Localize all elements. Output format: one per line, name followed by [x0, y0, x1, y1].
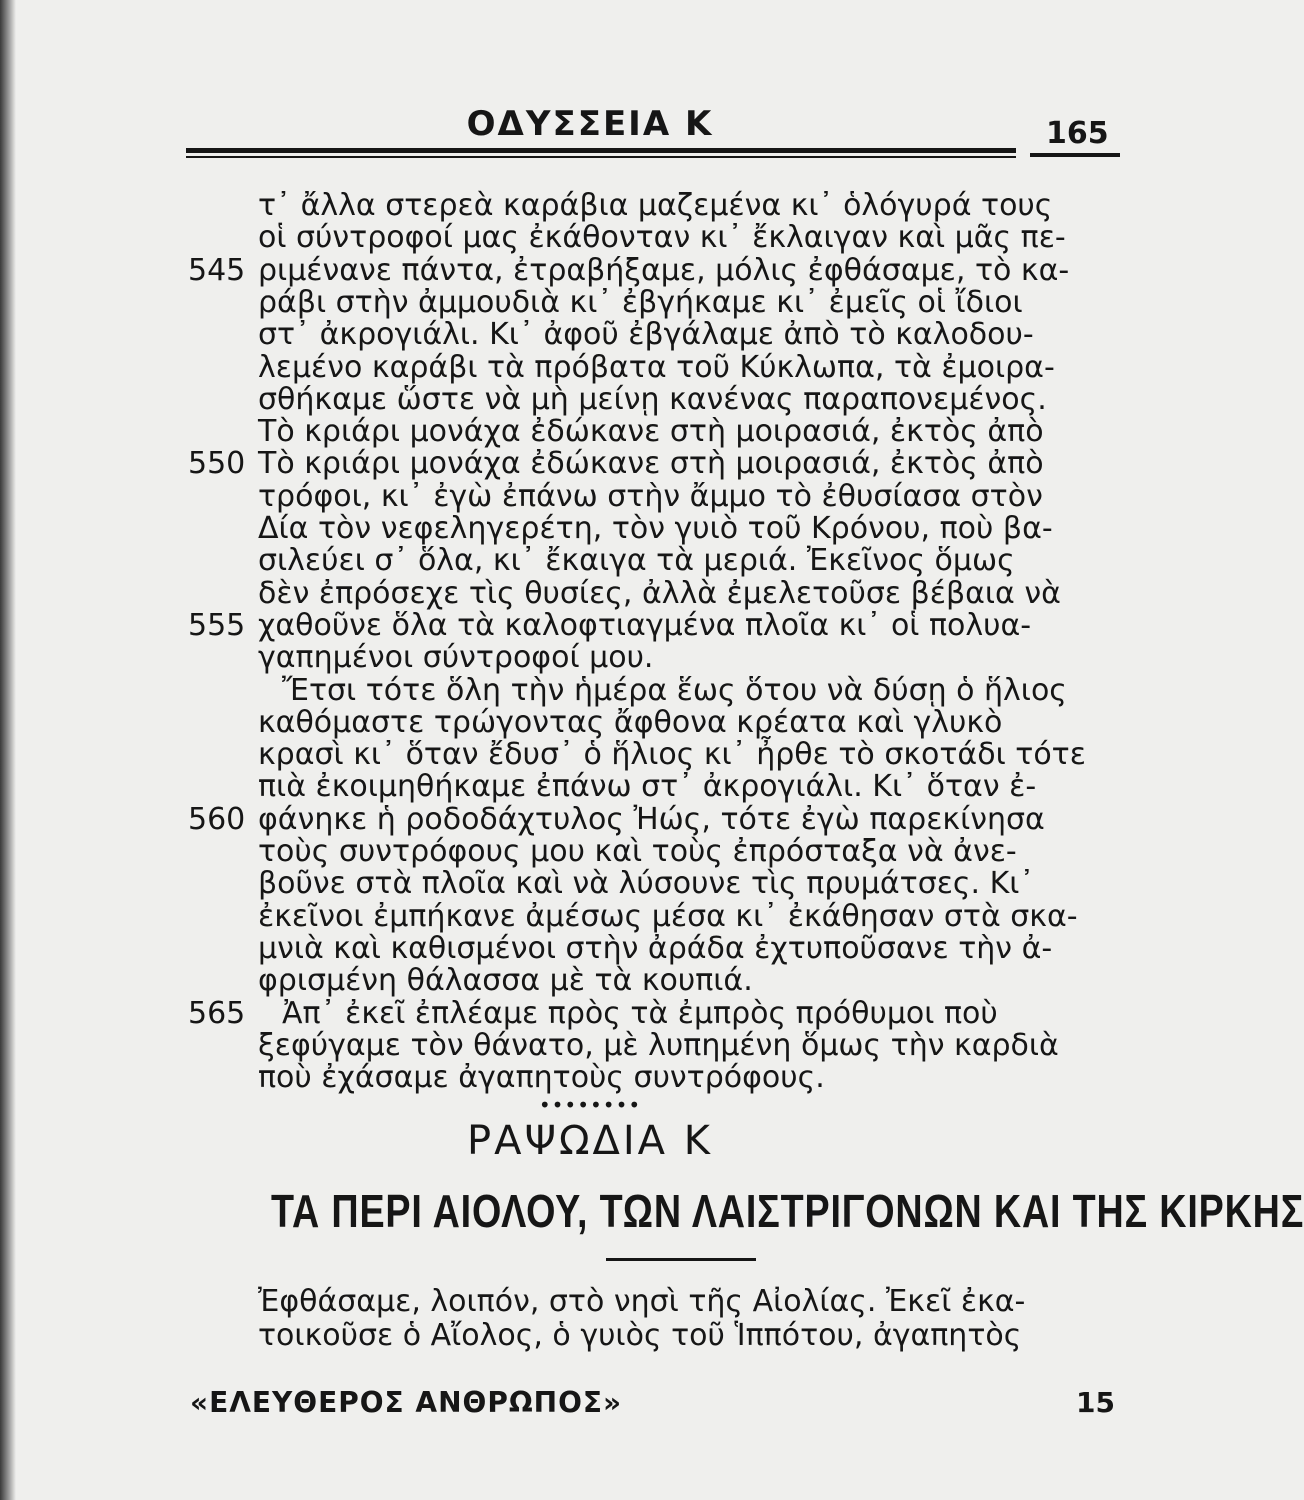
line-number: 560	[188, 801, 246, 837]
text-line: σιλεύει σ᾿ ὅλα, κι᾿ ἔκαιγα τὰ μεριά. Ἐκεῖνος ὅμως	[258, 543, 1015, 579]
line-number: 565	[188, 995, 246, 1031]
footer-publication: «ΕΛΕΥΘΕΡΟΣ ΑΝΘΡΩΠΟΣ»	[190, 1386, 623, 1419]
text-line: οἱ σύντροφοί μας ἐκάθονταν κι᾿ ἔκλαιγαν καὶ μᾶς πε-	[258, 220, 1066, 256]
text-line: μνιὰ καὶ καθισμένοι στὴν ἀράδα ἐχτυποῦσανε τὴν ἀ-	[258, 930, 1053, 966]
text-line: Τὸ κριάρι μονάχα ἐδώκανε στὴ μοιρασιά, ἐκτὸς ἀπὸ	[258, 414, 1044, 450]
line-number: 545	[188, 252, 246, 288]
text-line: τοὺς συντρόφους μου καὶ τοὺς ἐπρόσταξα νὰ ἀνε-	[258, 834, 1017, 869]
text-line: Τὸ κριάρι μονάχα ἐδώκανε στὴ μοιρασιά, ἐκτὸς ἀπὸ	[258, 446, 1044, 482]
page-number: 165	[1046, 116, 1109, 151]
text-line: στ᾿ ἀκρογιάλι. Κι᾿ ἀφοῦ ἐβγάλαμε ἀπὸ τὸ καλοδου-	[258, 317, 1034, 353]
running-header-title: ΟΔΥΣΣΕΙΑ Κ	[466, 104, 714, 144]
text-line: δὲν ἐπρόσεχε τὶς θυσίες, ἀλλὰ ἐμελετοῦσε βέβαια νὰ	[258, 575, 1061, 611]
chapter-title: ΤΑ ΠΕΡΙ ΑΙΟΛΟΥ, ΤΩΝ ΛΑΙΣΤΡΙΓΟΝΩΝ ΚΑΙ ΤΗΣ ΚΙΡΚΗΣ	[270, 1185, 1304, 1237]
line-number: 555	[188, 607, 246, 643]
text-line: τρόφοι, κι᾿ ἐγὼ ἐπάνω στὴν ἄμμο τὸ ἐθυσίασα στὸν	[258, 478, 1043, 514]
text-line: Ἀπ᾿ ἐκεῖ ἐπλέαμε πρὸς τὰ ἐμπρὸς πρόθυμοι ποὺ	[282, 995, 998, 1031]
chapter-text-line: τοικοῦσε ὁ Αἴολος, ὁ γυιὸς τοῦ Ἱππότου, ἀγαπητὸς	[258, 1318, 1022, 1353]
text-line: ποὺ ἐχάσαμε ἀγαπητοὺς συντρόφους.	[258, 1060, 825, 1096]
text-line: ράβι στὴν ἀμμουδιὰ κι᾿ ἐβγήκαμε κι᾿ ἐμεῖς οἱ ἴδιοι	[258, 284, 1023, 320]
text-line: Δία τὸν νεφεληγερέτη, τὸν γυιὸ τοῦ Κρόνου, ποὺ βα-	[258, 511, 1053, 546]
text-line: ἐκεῖνοι ἐμπήκανε ἀμέσως μέσα κι᾿ ἐκάθησαν στὰ σκα-	[258, 898, 1078, 934]
text-line: Ἔτσι τότε ὅλη τὴν ἡμέρα ἕως ὅτου νὰ δύσῃ ὁ ἥλιος	[282, 672, 1067, 708]
text-line: φάνηκε ἡ ροδοδάχτυλος Ἠώς, τότε ἐγὼ παρεκίνησα	[258, 801, 1045, 837]
text-line: πιὰ ἐκοιμηθήκαμε ἐπάνω στ᾿ ἀκρογιάλι. Κι᾿ ὅταν ἐ-	[258, 769, 1037, 805]
header-rule-end	[1030, 153, 1120, 157]
text-line: γαπημένοι σύντροφοί μου.	[258, 640, 654, 676]
text-line: σθήκαμε ὥστε νὰ μὴ μείνῃ κανένας παραπονεμένος.	[258, 381, 1047, 417]
line-number: 550	[188, 446, 246, 482]
header-rule-thin	[186, 156, 1016, 158]
chapter-divider-rule	[606, 1258, 756, 1261]
text-line: φρισμένη θάλασσα μὲ τὰ κουπιά.	[258, 963, 753, 999]
chapter-text-line: Ἐφθάσαμε, λοιπόν, στὸ νησὶ τῆς Αἰολίας. Ἐκεῖ ἐκα-	[258, 1284, 1026, 1319]
rhapsody-heading: ΡΑΨΩΔΙΑ Κ	[466, 1118, 713, 1164]
text-line: χαθοῦνε ὅλα τὰ καλοφτιαγμένα πλοῖα κι᾿ οἱ πολυα-	[258, 607, 1032, 643]
text-line: τ᾿ ἄλλα στερεὰ καράβια μαζεμένα κι᾿ ὁλόγυρά τους	[258, 188, 1053, 223]
section-divider-dots: ••••••••	[538, 1093, 642, 1117]
text-line: λεμένο καράβι τὰ πρόβατα τοῦ Κύκλωπα, τὰ ἐμοιρα-	[258, 349, 1055, 385]
text-line: ριμένανε πάντα, ἐτραβήξαμε, μόλις ἐφθάσαμε, τὸ κα-	[258, 252, 1070, 288]
text-line: κρασὶ κι᾿ ὅταν ἔδυσ᾿ ὁ ἥλιος κι᾿ ἦρθε τὸ σκοτάδι τότε	[258, 737, 1086, 773]
header-rule-thick	[186, 148, 1016, 153]
text-line: καθόμαστε τρώγοντας ἄφθονα κρέατα καὶ γλυκὸ	[258, 704, 1003, 740]
page-binding-shadow	[0, 0, 16, 1500]
text-line: ξεφύγαμε τὸν θάνατο, μὲ λυπημένη ὅμως τὴν καρδιὰ	[258, 1027, 1059, 1063]
text-line: βοῦνε στὰ πλοῖα καὶ νὰ λύσουνε τὶς πρυμάτσες. Κι᾿	[258, 866, 1035, 902]
footer-sheet-number: 15	[1076, 1386, 1115, 1419]
